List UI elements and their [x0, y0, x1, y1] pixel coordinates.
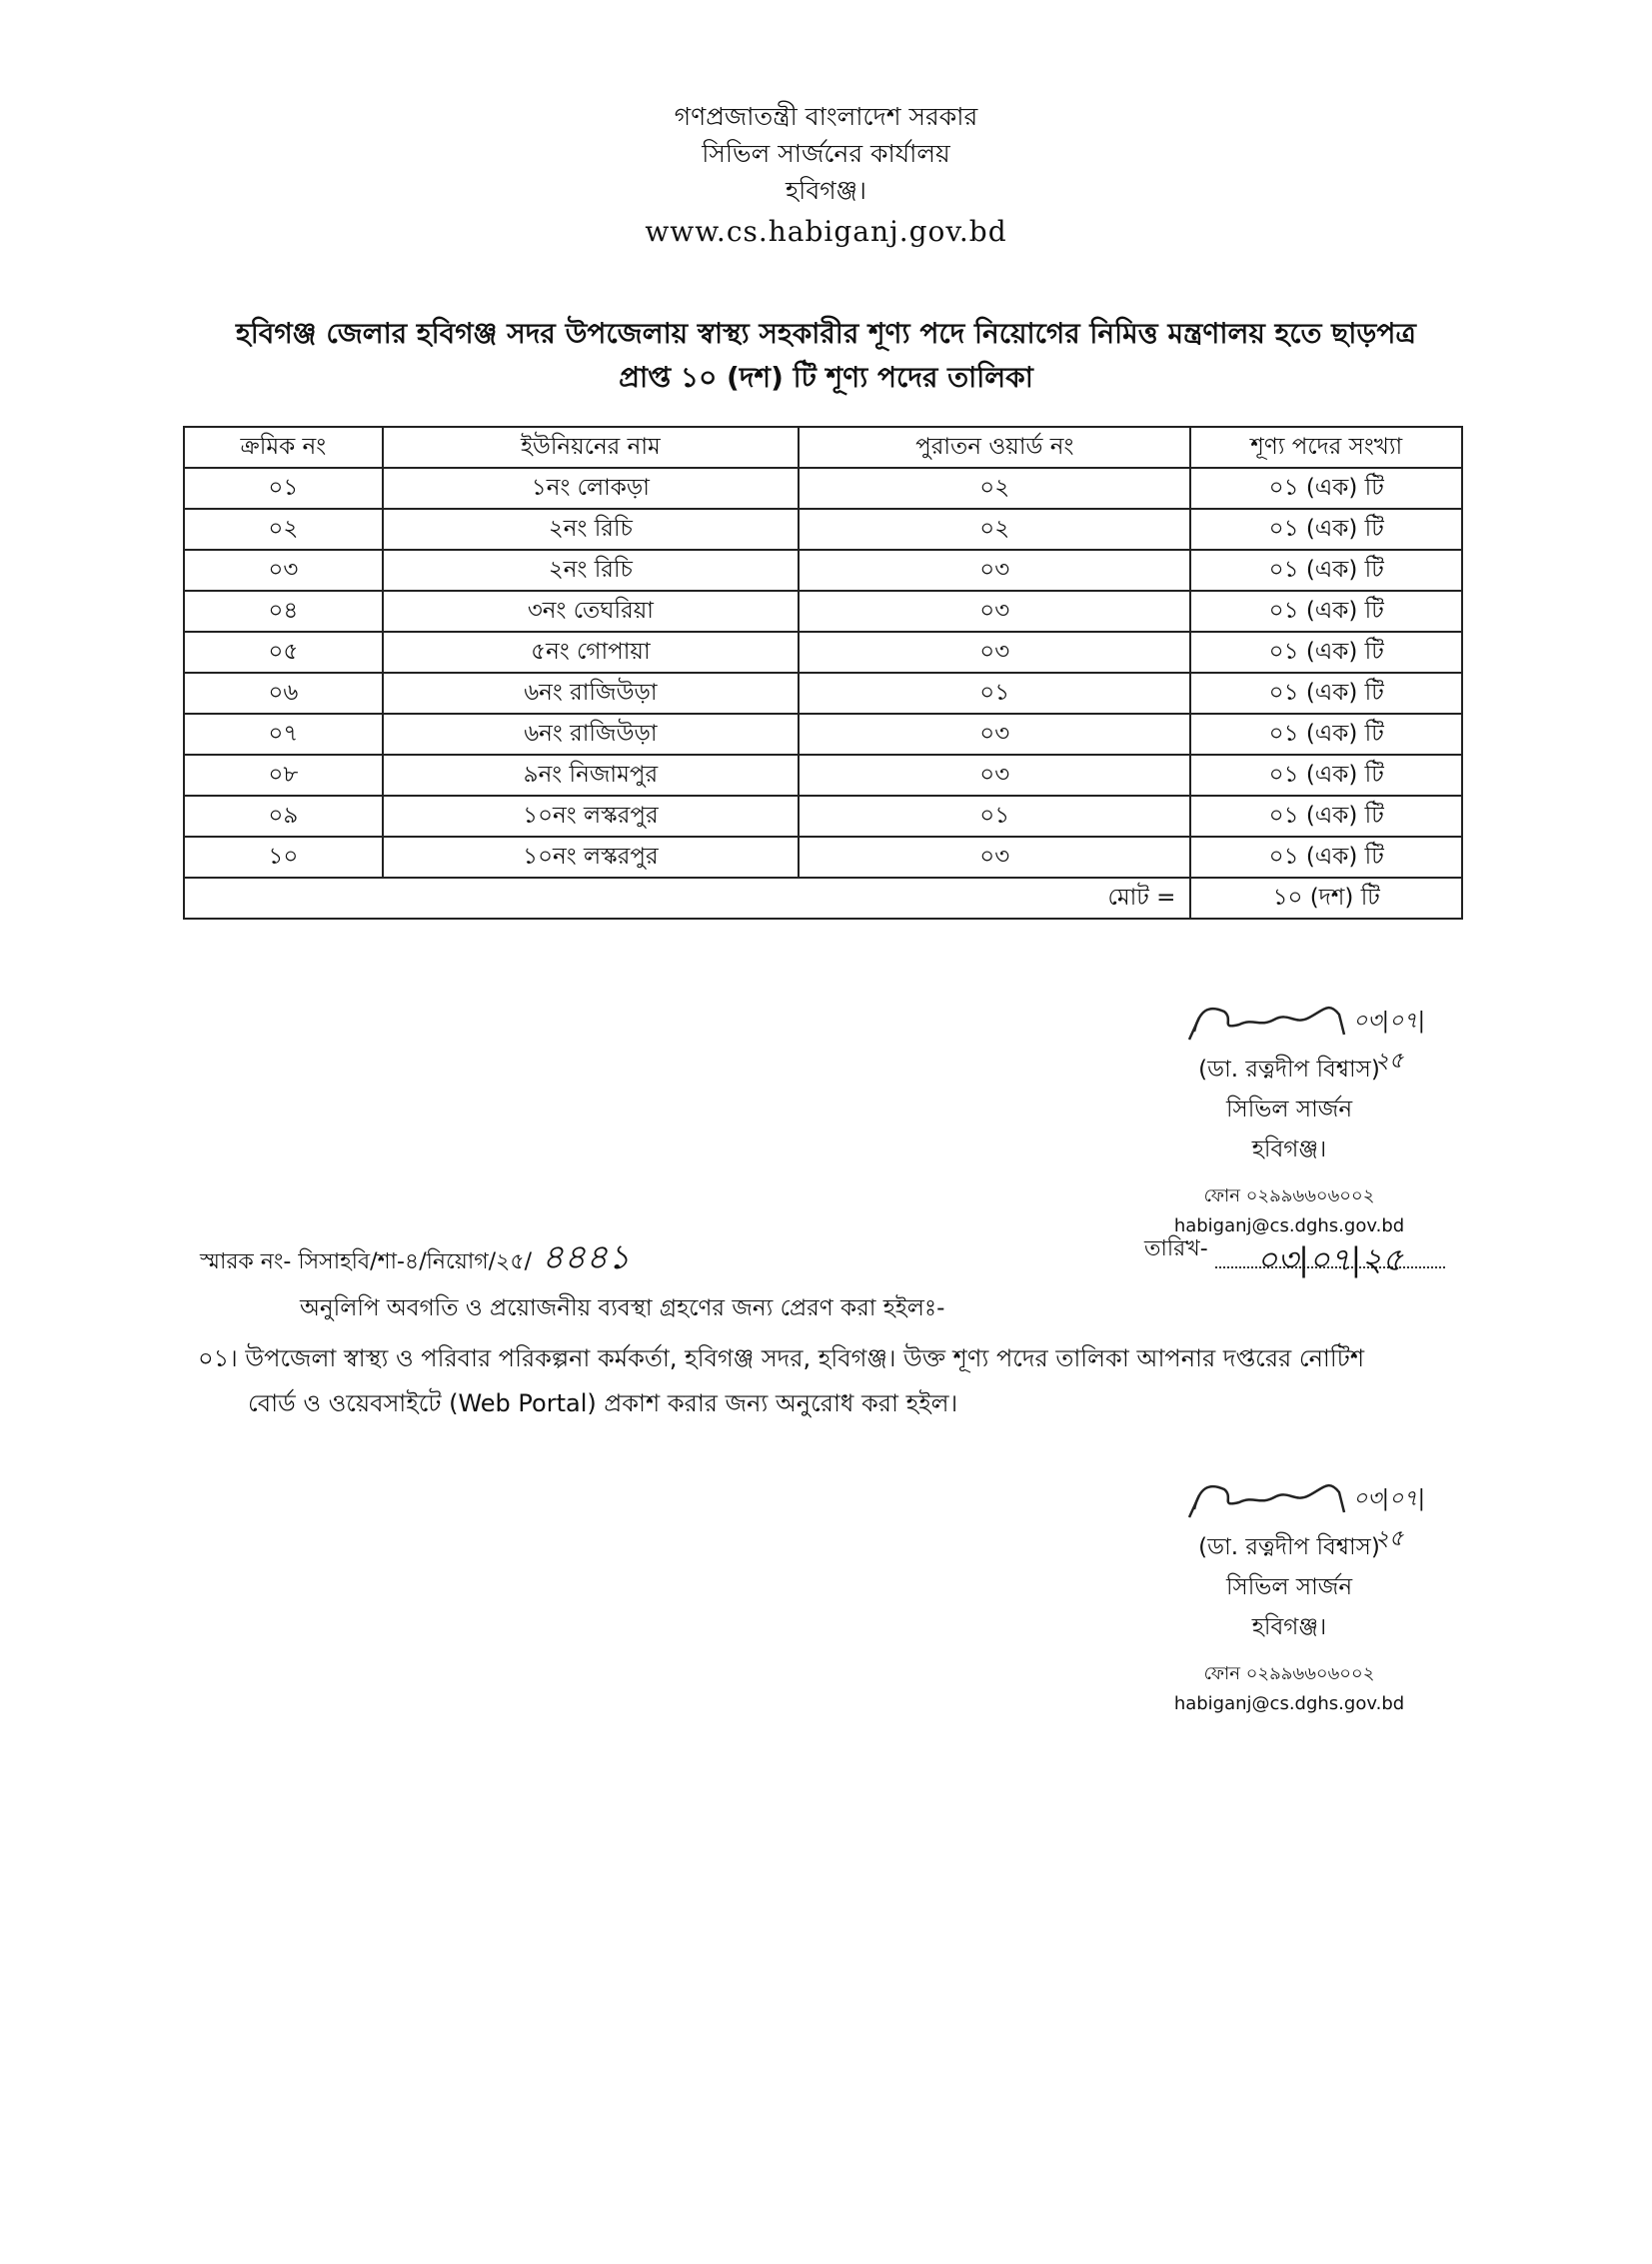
cell-vacancy: ০১ (এক) টি — [1190, 550, 1462, 591]
cell-union: ৯নং নিজামপুর — [383, 755, 799, 796]
cell-serial: ১০ — [184, 837, 383, 878]
cell-serial: ০৪ — [184, 591, 383, 632]
cell-union: ১০নং লস্করপুর — [383, 837, 799, 878]
memo-number — [200, 1231, 630, 1288]
cell-ward: ০১ — [799, 796, 1190, 837]
table-row — [184, 550, 1462, 591]
signatory-designation: সিভিল সার্জন — [1225, 1097, 1353, 1123]
table-row — [184, 673, 1462, 714]
date-handwritten: ০৩|০৭|২৫ — [1256, 1240, 1403, 1278]
website-url: www.cs.habiganj.gov.bd — [645, 215, 1007, 248]
memo-date — [1144, 1231, 1445, 1278]
cell-vacancy: ০১ (এক) টি — [1190, 796, 1462, 837]
cell-vacancy: ০১ (এক) টি — [1190, 509, 1462, 550]
cell-vacancy: ০১ (এক) টি — [1190, 837, 1462, 878]
table-total-row — [184, 878, 1462, 919]
table-row — [184, 632, 1462, 673]
cell-serial: ০৯ — [184, 796, 383, 837]
cell-ward: ০৩ — [799, 591, 1190, 632]
signatory-name: (ডা. রত্নদীপ বিশ্বাস) — [1198, 1057, 1380, 1083]
memo-label: স্মারক নং- সিসাহবি/শা-৪/নিয়োগ/২৫/ — [200, 1249, 533, 1274]
cell-serial: ০৫ — [184, 632, 383, 673]
cell-ward: ০২ — [799, 468, 1190, 509]
cell-ward: ০১ — [799, 673, 1190, 714]
signatory-name: (ডা. রত্নদীপ বিশ্বাস) — [1198, 1534, 1380, 1560]
cell-union: ৬নং রাজিউড়া — [383, 673, 799, 714]
total-value: ১০ (দশ) টি — [1190, 878, 1462, 919]
memo-handwritten-number: ৪৪৪১ — [542, 1237, 631, 1277]
table-row — [184, 509, 1462, 550]
cell-vacancy: ০১ (এক) টি — [1190, 714, 1462, 755]
cell-union: ৬নং রাজিউড়া — [383, 714, 799, 755]
cell-union: ৩নং তেঘরিয়া — [383, 591, 799, 632]
header-serial: ক্রমিক নং — [184, 427, 383, 468]
vacancy-table — [183, 426, 1463, 920]
office-name: সিভিল সার্জনের কার্যালয় — [702, 139, 950, 168]
cell-ward: ০২ — [799, 509, 1190, 550]
signature-date: ০৩|০৭|২৫ — [1352, 1486, 1426, 1551]
cell-ward: ০৩ — [799, 714, 1190, 755]
table-row — [184, 837, 1462, 878]
cell-vacancy: ০১ (এক) টি — [1190, 673, 1462, 714]
cell-union: ৫নং গোপায়া — [383, 632, 799, 673]
copy-item-line-2: বোর্ড ও ওয়েবসাইটে (Web Portal) প্রকাশ করার জন্য অনুরোধ করা হইল। — [248, 1389, 958, 1417]
cell-vacancy: ০১ (এক) টি — [1190, 468, 1462, 509]
signatory-place: হবিগঞ্জ। — [1251, 1136, 1327, 1162]
signatory-phone: ফোন ০২৯৯৬৬০৬০০২ — [1203, 1185, 1375, 1206]
header-vacancy-count: শূণ্য পদের সংখ্যা — [1190, 427, 1462, 468]
cell-union: ১০নং লস্করপুর — [383, 796, 799, 837]
signatory-email: habiganj@cs.dghs.gov.bd — [1173, 1215, 1405, 1236]
cell-union: ১নং লোকড়া — [383, 468, 799, 509]
table-row — [184, 755, 1462, 796]
title-line-1: হবিগঞ্জ জেলার হবিগঞ্জ সদর উপজেলায় স্বাস্থ্য সহকারীর শূণ্য পদে নিয়োগের নিমিত্ত মন্ত্রণালয় হতে ছাড়পত্র — [236, 317, 1416, 350]
signatory-email: habiganj@cs.dghs.gov.bd — [1173, 1693, 1405, 1714]
govt-name: গণপ্রজাতন্ত্রী বাংলাদেশ সরকার — [674, 102, 978, 131]
cell-ward: ০৩ — [799, 550, 1190, 591]
table-row — [184, 796, 1462, 837]
copy-recipient-item — [198, 1336, 1487, 1426]
signature-block-1 — [1139, 990, 1439, 1241]
copy-intro: অনুলিপি অবগতি ও প্রয়োজনীয় ব্যবস্থা গ্রহণের জন্য প্রেরণ করা হইলঃ- — [300, 1295, 945, 1321]
table-row — [184, 591, 1462, 632]
cell-serial: ০২ — [184, 509, 383, 550]
table-header-row — [184, 427, 1462, 468]
total-label: মোট = — [184, 878, 1190, 919]
signatory-phone: ফোন ০২৯৯৬৬০৬০০২ — [1203, 1663, 1375, 1684]
header-union-name: ইউনিয়নের নাম — [383, 427, 799, 468]
signature-block-2 — [1139, 1467, 1439, 1719]
document-title — [0, 312, 1652, 400]
date-field — [1215, 1234, 1445, 1278]
table-row — [184, 468, 1462, 509]
cell-serial: ০১ — [184, 468, 383, 509]
copy-item-line-1: ০১। উপজেলা স্বাস্থ্য ও পরিবার পরিকল্পনা কর্মকর্তা, হবিগঞ্জ সদর, হবিগঞ্জ। উক্ত শূণ্য পদের তালিকা আপনার দপ্তরের নোটিশ — [198, 1344, 1365, 1372]
cell-union: ২নং রিচি — [383, 509, 799, 550]
office-location: হবিগঞ্জ। — [786, 176, 866, 205]
cell-serial: ০৩ — [184, 550, 383, 591]
cell-serial: ০৭ — [184, 714, 383, 755]
signature-date: ০৩|০৭|২৫ — [1352, 1009, 1426, 1074]
table-row — [184, 714, 1462, 755]
cell-ward: ০৩ — [799, 632, 1190, 673]
cell-vacancy: ০১ (এক) টি — [1190, 591, 1462, 632]
cell-ward: ০৩ — [799, 755, 1190, 796]
date-label: তারিখ- — [1144, 1236, 1208, 1261]
cell-vacancy: ০১ (এক) টি — [1190, 755, 1462, 796]
cell-ward: ০৩ — [799, 837, 1190, 878]
letterhead — [0, 98, 1652, 250]
title-line-2: প্রাপ্ত ১০ (দশ) টি শূণ্য পদের তালিকা — [619, 361, 1033, 394]
cell-serial: ০৬ — [184, 673, 383, 714]
signatory-designation: সিভিল সার্জন — [1225, 1574, 1353, 1600]
signatory-place: হবিগঞ্জ। — [1251, 1614, 1327, 1640]
cell-union: ২নং রিচি — [383, 550, 799, 591]
header-old-ward: পুরাতন ওয়ার্ড নং — [799, 427, 1190, 468]
cell-vacancy: ০১ (এক) টি — [1190, 632, 1462, 673]
cell-serial: ০৮ — [184, 755, 383, 796]
